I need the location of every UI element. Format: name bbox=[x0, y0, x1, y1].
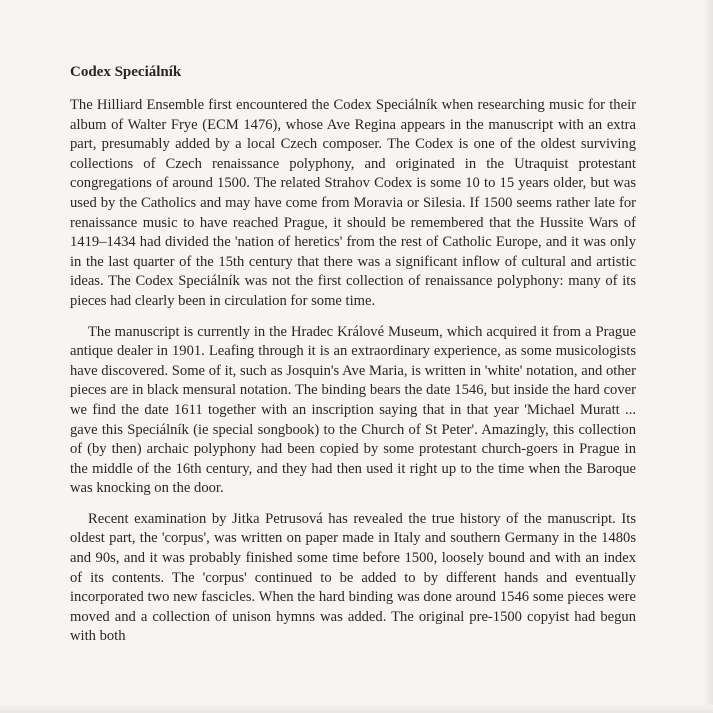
page-edge-shadow bbox=[704, 0, 713, 713]
paragraph-1: The Hilliard Ensemble first encountered the Codex Speciálník when researching music for their album of Walter Frye (ECM 1476), whose Ave Regina appears in the manuscript with an extra part, presumably added by a local Czech composer. The Codex is one of the oldest surviving collections of Czech renaissance polyphony, and originated in the Utraquist protestant congregations of around 1500. The related Strahov Codex is some 10 to 15 years older, but was used by the Catholics and may have come from Moravia or Silesia. If 1500 seems rather late for renaissance music to have reached Prague, it should be remembered that the Hussite Wars of 1419–1434 had divided the 'nation of heretics' from the rest of Catholic Europe, and it was only in the last quarter of the 15th century that there was a significant inflow of cultural and artistic ideas. The Codex Speciálník was not the first collection of renaissance polyphony: many of its pieces had clearly been in circulation for some time. bbox=[70, 97, 636, 309]
paragraph-2: The manuscript is currently in the Hradec Králové Museum, which acquired it from a Prague antique dealer in 1901. Leafing through it is an extraordinary experience, as some musicologists have discovered. Some of it, such as Josquin's Ave Maria, is written in 'white' notation, and other pieces are in black mensural notation. The binding bears the date 1546, but inside the hard cover we find the date 1611 together with an inscription saying that in that year 'Michael Muratt ... gave this Speciálník (ie special songbook) to the Church of St Peter'. Amazingly, this collection of (by then) archaic polyphony had been copied by some protestant church-goers in Prague in the middle of the 16th century, and they had then used it right up to the time when the Baroque was knocking on the door. bbox=[70, 323, 636, 497]
article bbox=[70, 62, 636, 658]
page-bottom-edge bbox=[0, 705, 713, 713]
article-title: Codex Speciálník bbox=[70, 64, 182, 80]
paragraph-3: Recent examination by Jitka Petrusová has revealed the true history of the manuscript. Its oldest part, the 'corpus', was written on paper made in Italy and southern Germany in the 1480s and 90s, and it was probably finished some time before 1500, loosely bound and with an index of its contents. The 'corpus' continued to be added to by different hands and eventually incorporated two new fascicles. When the hard binding was done around 1546 some pieces were moved and a collection of unison hymns was added. The original pre-1500 copyist had begun with both bbox=[70, 510, 636, 645]
